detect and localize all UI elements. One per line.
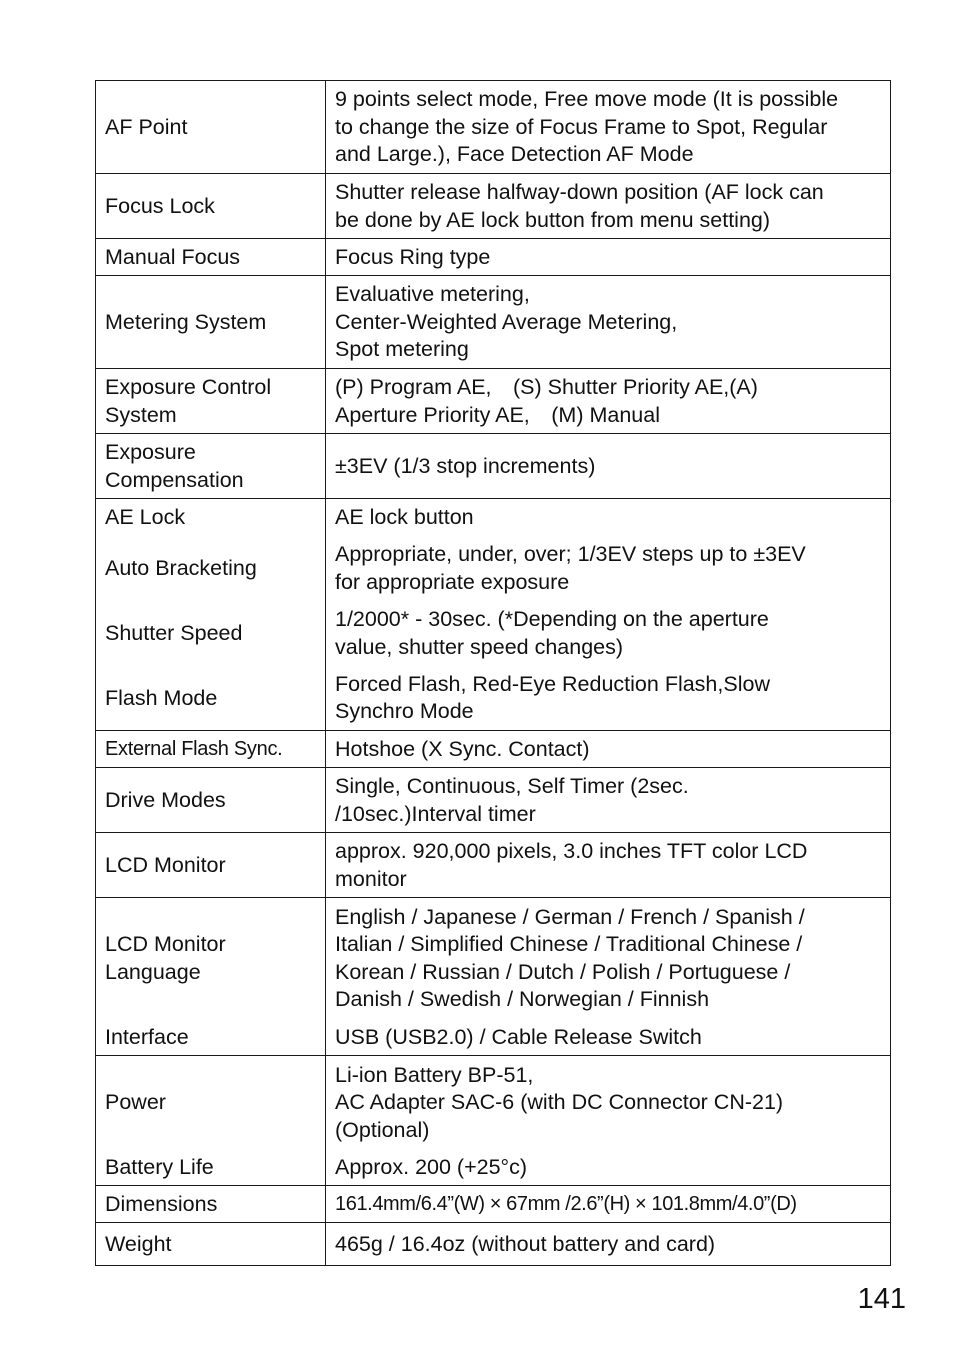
spec-value: Forced Flash, Red-Eye Reduction Flash,Slow Synchro Mode — [326, 666, 891, 731]
spec-label: Shutter Speed — [96, 601, 326, 666]
spec-label: Manual Focus — [96, 239, 326, 276]
spec-label: Metering System — [96, 276, 326, 369]
spec-label: AE Lock — [96, 499, 326, 536]
spec-value: Approx. 200 (+25°c) — [326, 1149, 891, 1186]
spec-row — [96, 1056, 891, 1149]
spec-value: 465g / 16.4oz (without battery and card) — [326, 1223, 891, 1266]
spec-table — [95, 80, 891, 1266]
spec-value: 9 points select mode, Free move mode (It is possible to change the size of Focus Frame to Spot, Regular and Large.), Face Detection AF Mode — [326, 81, 891, 174]
spec-row — [96, 174, 891, 239]
spec-label: Battery Life — [96, 1149, 326, 1186]
spec-label: Flash Mode — [96, 666, 326, 731]
spec-label: Dimensions — [96, 1186, 326, 1223]
spec-value: ±3EV (1/3 stop increments) — [326, 434, 891, 499]
spec-value: USB (USB2.0) / Cable Release Switch — [326, 1019, 891, 1056]
spec-label: Auto Bracketing — [96, 536, 326, 601]
spec-row — [96, 536, 891, 601]
spec-row — [96, 1019, 891, 1056]
spec-label: Power — [96, 1056, 326, 1149]
page-number: 141 — [857, 1283, 906, 1315]
spec-value: 1/2000* - 30sec. (*Depending on the aperture value, shutter speed changes) — [326, 601, 891, 666]
spec-label: Drive Modes — [96, 768, 326, 833]
spec-row — [96, 731, 891, 768]
spec-row — [96, 898, 891, 1019]
spec-label: Interface — [96, 1019, 326, 1056]
spec-row — [96, 601, 891, 666]
spec-row — [96, 499, 891, 536]
spec-row — [96, 369, 891, 434]
spec-value: Evaluative metering, Center-Weighted Average Metering, Spot metering — [326, 276, 891, 369]
spec-value: AE lock button — [326, 499, 891, 536]
spec-value: (P) Program AE, (S) Shutter Priority AE,(A) Aperture Priority AE, (M) Manual — [326, 369, 891, 434]
spec-value: approx. 920,000 pixels, 3.0 inches TFT color LCD monitor — [326, 833, 891, 898]
spec-row — [96, 1186, 891, 1223]
spec-label: Exposure Control System — [96, 369, 326, 434]
spec-value: English / Japanese / German / French / Spanish / Italian / Simplified Chinese / Traditional Chinese / Korean / Russian / Dutch / Polish / Portuguese / Danish / Swedish / Norwegian / Finnish — [326, 898, 891, 1019]
spec-row — [96, 81, 891, 174]
spec-value: Hotshoe (X Sync. Contact) — [326, 731, 891, 768]
spec-label: AF Point — [96, 81, 326, 174]
spec-row — [96, 768, 891, 833]
spec-value: Focus Ring type — [326, 239, 891, 276]
spec-value: Appropriate, under, over; 1/3EV steps up to ±3EV for appropriate exposure — [326, 536, 891, 601]
spec-row — [96, 434, 891, 499]
spec-row — [96, 239, 891, 276]
spec-value: Li-ion Battery BP-51, AC Adapter SAC-6 (with DC Connector CN-21) (Optional) — [326, 1056, 891, 1149]
spec-value: 161.4mm/6.4”(W) × 67mm /2.6”(H) × 101.8mm/4.0”(D) — [326, 1186, 891, 1223]
spec-label: LCD Monitor — [96, 833, 326, 898]
spec-label: LCD Monitor Language — [96, 898, 326, 1019]
spec-row — [96, 1223, 891, 1266]
spec-row — [96, 276, 891, 369]
spec-row — [96, 1149, 891, 1186]
spec-label: Focus Lock — [96, 174, 326, 239]
spec-row — [96, 666, 891, 731]
spec-row — [96, 833, 891, 898]
spec-label: Weight — [96, 1223, 326, 1266]
spec-value: Single, Continuous, Self Timer (2sec. /10sec.)Interval timer — [326, 768, 891, 833]
spec-label: Exposure Compensation — [96, 434, 326, 499]
spec-value: Shutter release halfway-down position (AF lock can be done by AE lock button from menu setting) — [326, 174, 891, 239]
spec-label: External Flash Sync. — [96, 731, 326, 768]
